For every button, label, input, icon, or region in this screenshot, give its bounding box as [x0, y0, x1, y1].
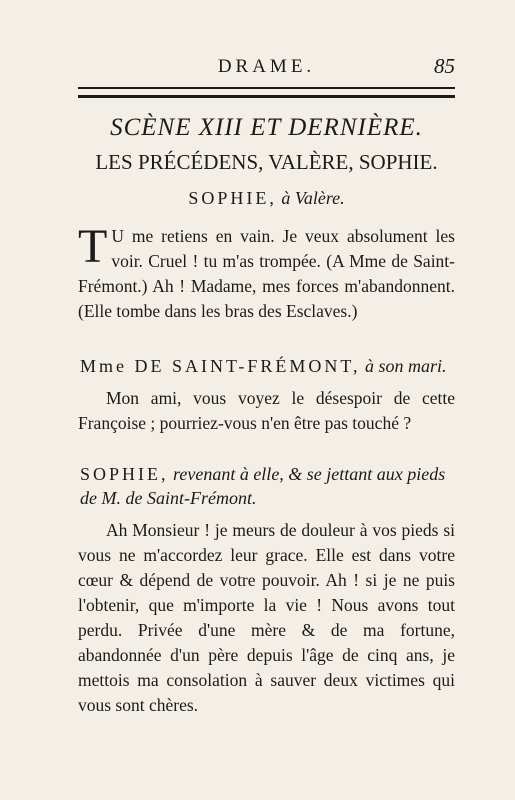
speech-text: Ah Monsieur ! je meurs de douleur à vos pieds si vous ne m'accordez leur grace. Elle est dans votre cœur & dépend de votre pouvoir. Ah ! si je ne puis l'obtenir, que m'importe la vie ! Nous avons tout perdu. Privée d'une mère & de ma fortune, abandonnée d'un père depuis l'âge de cinq ans, je mettois ma consolation à sauver deux victimes qui vous sont chères.: [78, 520, 455, 715]
running-head: [78, 56, 455, 80]
stage-direction: à son mari.: [365, 356, 447, 376]
speaker-name: SOPHIE,: [80, 464, 169, 484]
scene-title: SCÈNE XIII ET DERNIÈRE.: [110, 114, 423, 141]
speaker-line: [78, 462, 455, 510]
speaker-name: Mme DE SAINT-FRÉMONT,: [80, 356, 361, 376]
stage-direction: revenant à elle, & se jettant aux pieds de M. de Saint-Frémont.: [80, 464, 446, 508]
speaker-line: [78, 188, 455, 209]
running-title: DRAME.: [217, 56, 316, 77]
speaker-line: [78, 356, 455, 377]
page-number: 85: [434, 54, 455, 78]
speech-text: [78, 220, 455, 324]
stage-direction: à Valère.: [281, 188, 345, 208]
speech-text: Mon ami, vous voyez le désespoir de cette Françoise ; pourriez-vous n'en être pas touché ?: [78, 388, 455, 433]
speech-body: U me retiens en vain. Je veux absolument les voir. Cruel ! tu m'as trompée. (A Mme de Saint-Frémont.) Ah ! Madame, mes forces m'abandonnent. (Elle tombe dans les bras des Esclaves.): [78, 226, 455, 321]
scene-characters: LES PRÉCÉDENS, VALÈRE, SOPHIE.: [95, 150, 438, 174]
drop-cap: T: [78, 220, 108, 273]
speaker-name: SOPHIE,: [188, 188, 277, 208]
header-rule: [78, 87, 455, 98]
